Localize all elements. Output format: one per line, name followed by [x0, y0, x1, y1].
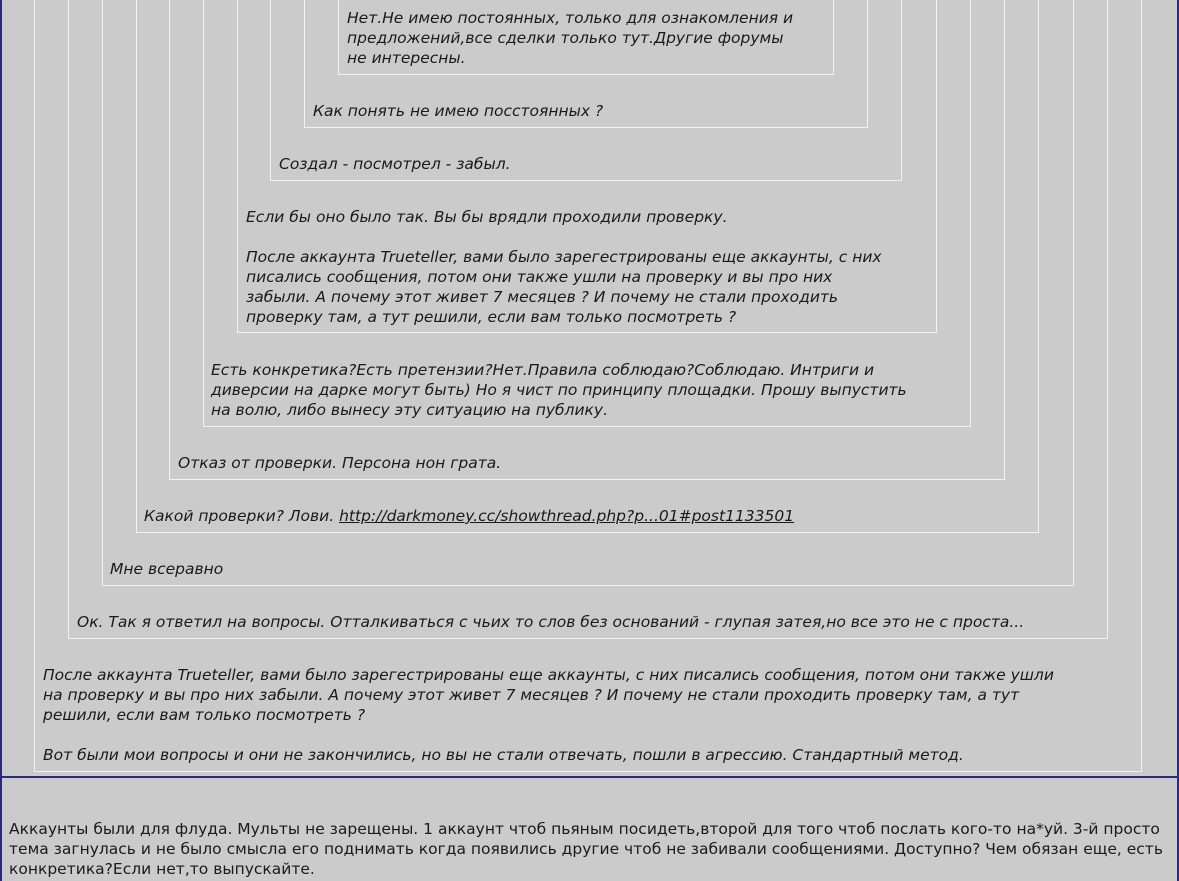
quote-text-10: После аккаунта Trueteller, вами было зарегестрированы еще аккаунты, с них писались сообщения, потом они также ушли на проверку и вы про них забыли. А почему этот живет 7 месяцев ? И почему не стали проходить проверку там, а тут решили, если вам только посмотреть ? Вот были мои вопросы и они не закончились, но вы не стали отвечать, пошли в агрессию. Стандартный метод. [43, 666, 1054, 764]
quote-text-7-label: Какой проверки? Лови. [144, 507, 340, 525]
quote-text-4: Если бы оно было так. Вы бы врядли проходили проверку. После аккаунта Trueteller, вами было зарегестрированы еще аккаунты, с них писались сообщения, потом они также ушли на проверку и вы про них забыли. А почему этот живет 7 месяцев ? И почему не стали проходить проверку там, а тут решили, если вам только посмотреть ? [246, 208, 882, 326]
post-link[interactable]: http://darkmoney.cc/showthread.php?p...01#post1133501 [339, 507, 795, 525]
quote-text-9: Ок. Так я ответил на вопросы. Отталкиваться с чьих то слов без оснований - глупая затея,но все это не с проста... [77, 613, 1025, 631]
post-frame-bottom [0, 776, 1179, 778]
quote-text-3: Создал - посмотрел - забыл. [279, 155, 511, 173]
quote-text-8: Мне всеравно [110, 560, 224, 578]
quote-text-6: Отказ от проверки. Персона нон грата. [178, 454, 502, 472]
quote-text-7 [144, 506, 794, 526]
reply-text: Аккаунты были для флуда. Мульты не зарещены. 1 аккаунт чтоб пьяным посидеть,второй для того чтоб послать кого-то на*уй. 3-й просто тема загнулась и не было смысла его поднимать когда появились другие чтоб не забивали сообщениями. Доступно? Чем обязан еще, есть конкретика?Если нет,то выпускайте. [9, 820, 1163, 878]
quote-text-5: Есть конкретика?Есть претензии?Нет.Правила соблюдаю?Соблюдаю. Интриги и диверсии на дарке могут быть) Но я чист по принципу площадки. Прошу выпустить на волю, либо вынесу эту ситуацию на публику. [211, 361, 907, 419]
quote-text-2: Как понять не имею посстоянных ? [313, 102, 604, 120]
quote-text-1: Нет.Не имею постоянных, только для ознакомления и предложений,все сделки только тут.Другие форумы не интересны. [347, 9, 794, 67]
